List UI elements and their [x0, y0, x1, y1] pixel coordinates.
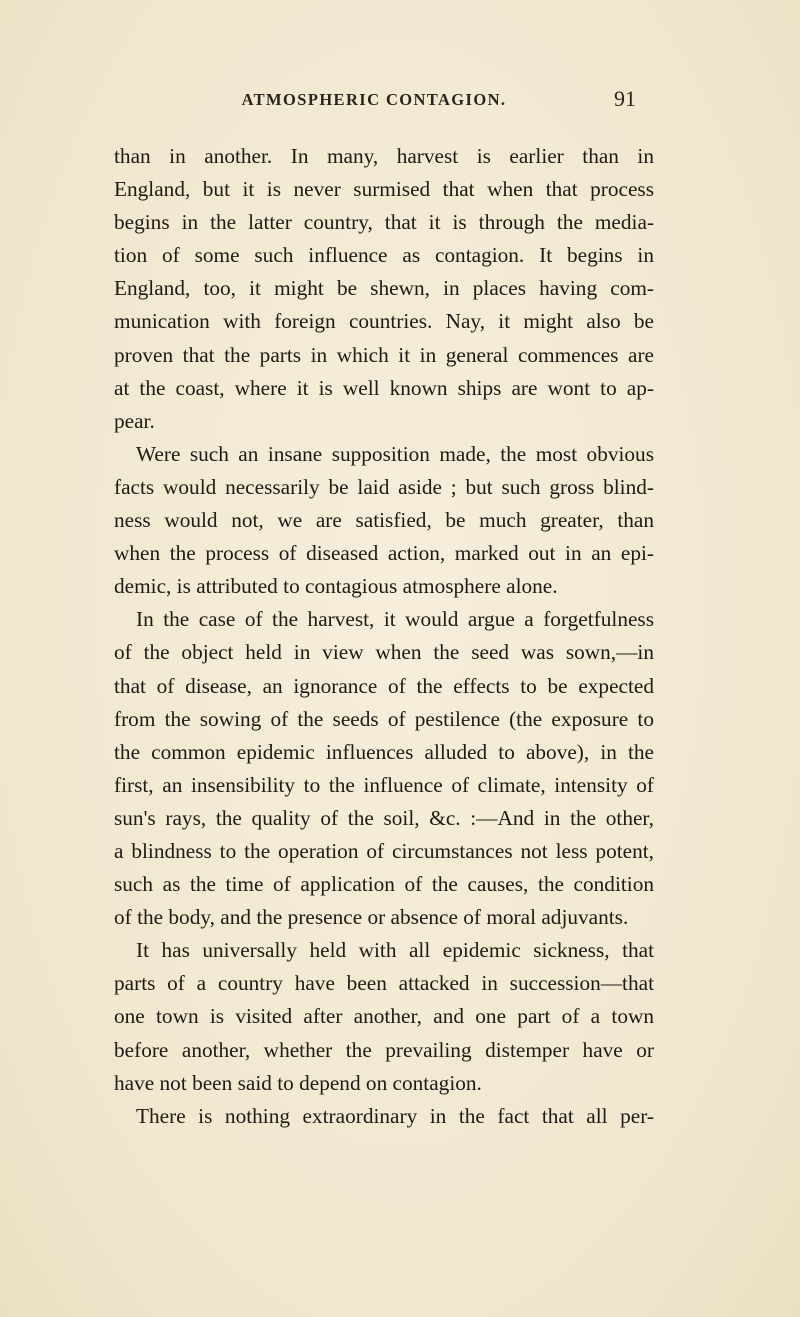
text-line: facts would necessarily be laid aside ; but such gross blind- [114, 474, 654, 499]
text-line: the common epidemic influences alluded to above), in the [114, 739, 654, 764]
text-line: It has universally held with all epidemic sickness, that [136, 938, 654, 963]
text-line: that of disease, an ignorance of the effects to be expected [114, 673, 654, 698]
text-line: begins in the latter country, that it is through the media- [114, 210, 654, 235]
text-line: such as the time of application of the causes, the condition [114, 872, 654, 897]
text-line: from the sowing of the seeds of pestilence (the exposure to [114, 706, 654, 731]
text-line: tion of some such influence as contagion. It begins in [114, 243, 654, 268]
page-number: 91 [614, 86, 636, 111]
text-line: than in another. In many, harvest is earlier than in [114, 144, 654, 168]
running-title: ATMOSPHERIC CONTAGION. [241, 90, 507, 109]
text-line: There is nothing extraordinary in the fact that all per- [136, 1103, 654, 1128]
text-line: have not been said to depend on contagion. [114, 1070, 482, 1095]
text-line: of the object held in view when the seed was sown,—in [114, 640, 654, 665]
text-line: one town is visited after another, and one part of a town [114, 1004, 654, 1029]
text-line: when the process of diseased action, marked out in an epi- [114, 541, 654, 566]
body-text [114, 140, 654, 1133]
text-line: first, an insensibility to the influence of climate, intensity of [114, 772, 654, 797]
text-line: munication with foreign countries. Nay, it might also be [114, 309, 654, 334]
text-line: England, too, it might be shewn, in places having com- [114, 276, 654, 301]
text-line: England, but it is never surmised that when that process [114, 177, 654, 202]
text-line: ness would not, we are satisfied, be much greater, than [114, 508, 654, 533]
text-line: pear. [114, 408, 155, 433]
text-line: sun's rays, the quality of the soil, &c. :—And in the other, [114, 805, 654, 830]
text-line: at the coast, where it is well known ships are wont to ap- [114, 375, 654, 400]
text-line: Were such an insane supposition made, the most obvious [136, 441, 654, 466]
text-line: of the body, and the presence or absence of moral adjuvants. [114, 905, 629, 930]
text-line: parts of a country have been attacked in succession—that [114, 971, 654, 996]
text-line: a blindness to the operation of circumstances not less potent, [114, 838, 654, 863]
text-line: In the case of the harvest, it would argue a forgetfulness [136, 607, 654, 632]
text-line: before another, whether the prevailing distemper have or [114, 1037, 654, 1062]
text-line: demic, is attributed to contagious atmosphere alone. [114, 574, 558, 599]
page-header [0, 84, 800, 114]
text-line: proven that the parts in which it in general commences are [114, 342, 654, 367]
